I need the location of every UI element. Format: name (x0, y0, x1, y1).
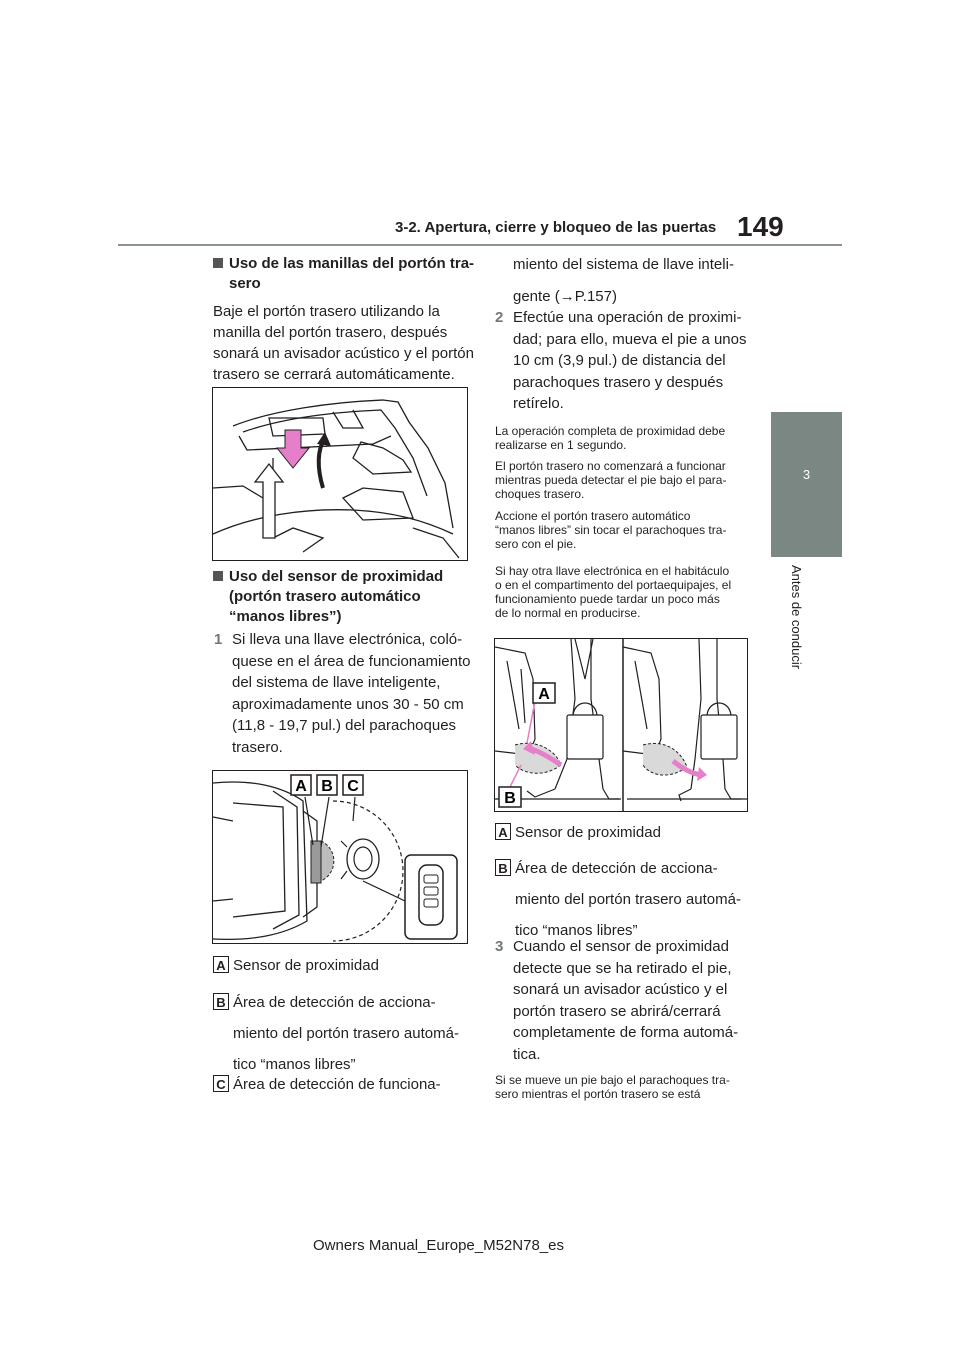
step-1: 1 Si lleva una llave electrónica, coló- quese en el área de funcionamiento del sistema de llave inteligente, aproximadamente unos 30 - 50 cm (11,8 - 19,7 pul.) del parachoques trasero. (214, 631, 471, 756)
step-1-continued: miento del sistema de llave inteli- gente (→P.157) (513, 256, 734, 305)
note-3: Accione el portón trasero automático “manos libres” sin tocar el parachoques tra- sero con el pie. (495, 509, 727, 551)
section-title: 3-2. Apertura, cierre y bloqueo de las puertas (395, 219, 717, 236)
paragraph-handles: Baje el portón trasero utilizando la manilla del portón trasero, después sonará un avisador acústico y el portón trasero se cerrará automáticamente. (213, 303, 474, 383)
step-2: 2 Efectúe una operación de proximi- dad; para ello, mueva el pie a unos 10 cm (3,9 pul.) de distancia del parachoques trasero y después retírelo. (495, 309, 747, 412)
tailgate-illustration (213, 388, 467, 560)
figure-label-a: A (295, 778, 307, 795)
note-4: Si hay otra llave electrónica en el habitáculo o en el compartimento del portaequipajes, el funcionamiento puede tardar un poco más de lo normal en producirse. (495, 564, 732, 620)
legend-item-a: A Sensor de proximidad (515, 822, 661, 843)
footer-text: Owners Manual_Europe_M52N78_es (313, 1237, 564, 1254)
note-1: La operación completa de proximidad debe realizarse en 1 segundo. (495, 424, 726, 452)
chapter-number: 3 (802, 467, 811, 482)
heading-tailgate-handles: Uso de las manillas del portón tra- sero (229, 254, 474, 294)
page-number: 149 (737, 211, 784, 242)
note-2: El portón trasero no comenzará a funcionar mientras pueda detectar el pie bajo el para- choques trasero. (495, 459, 727, 501)
note-end: Si se mueve un pie bajo el parachoques tra- sero mientras el portón trasero se está (495, 1073, 730, 1101)
heading-proximity-sensor: Uso del sensor de proximidad (portón trasero automático “manos libres”) (229, 567, 443, 627)
bullet-square-icon (213, 571, 223, 581)
figure-tailgate-handle (212, 387, 468, 561)
detection-area-illustration (213, 771, 467, 943)
legend-item-b: B Área de detección de acciona- miento del portón trasero automá- tico “manos libres” (233, 992, 459, 1075)
chapter-label: Antes de conducir (789, 565, 804, 670)
figure-label-b: B (321, 778, 333, 795)
legend-item-a: A Sensor de proximidad (233, 955, 379, 976)
bullet-square-icon (213, 258, 223, 268)
figure-foot-motion (494, 638, 748, 812)
step-3: 3 Cuando el sensor de proximidad detecte que se ha retirado el pie, sonará un avisador acústico y el portón trasero se abrirá/cerrará completamente de forma automá- tica. (495, 938, 739, 1063)
figure-label-a: A (538, 686, 550, 703)
foot-motion-illustration (495, 639, 747, 811)
legend-item-b: B Área de detección de acciona- miento del portón trasero automá- tico “manos libres” (515, 858, 741, 941)
chapter-tab (771, 412, 842, 557)
figure-label-b: B (504, 790, 516, 807)
figure-label-c: C (347, 778, 359, 795)
legend-item-c: C Área de detección de funciona- (233, 1074, 441, 1095)
header-rule (118, 244, 842, 246)
figure-detection-areas (212, 770, 468, 944)
